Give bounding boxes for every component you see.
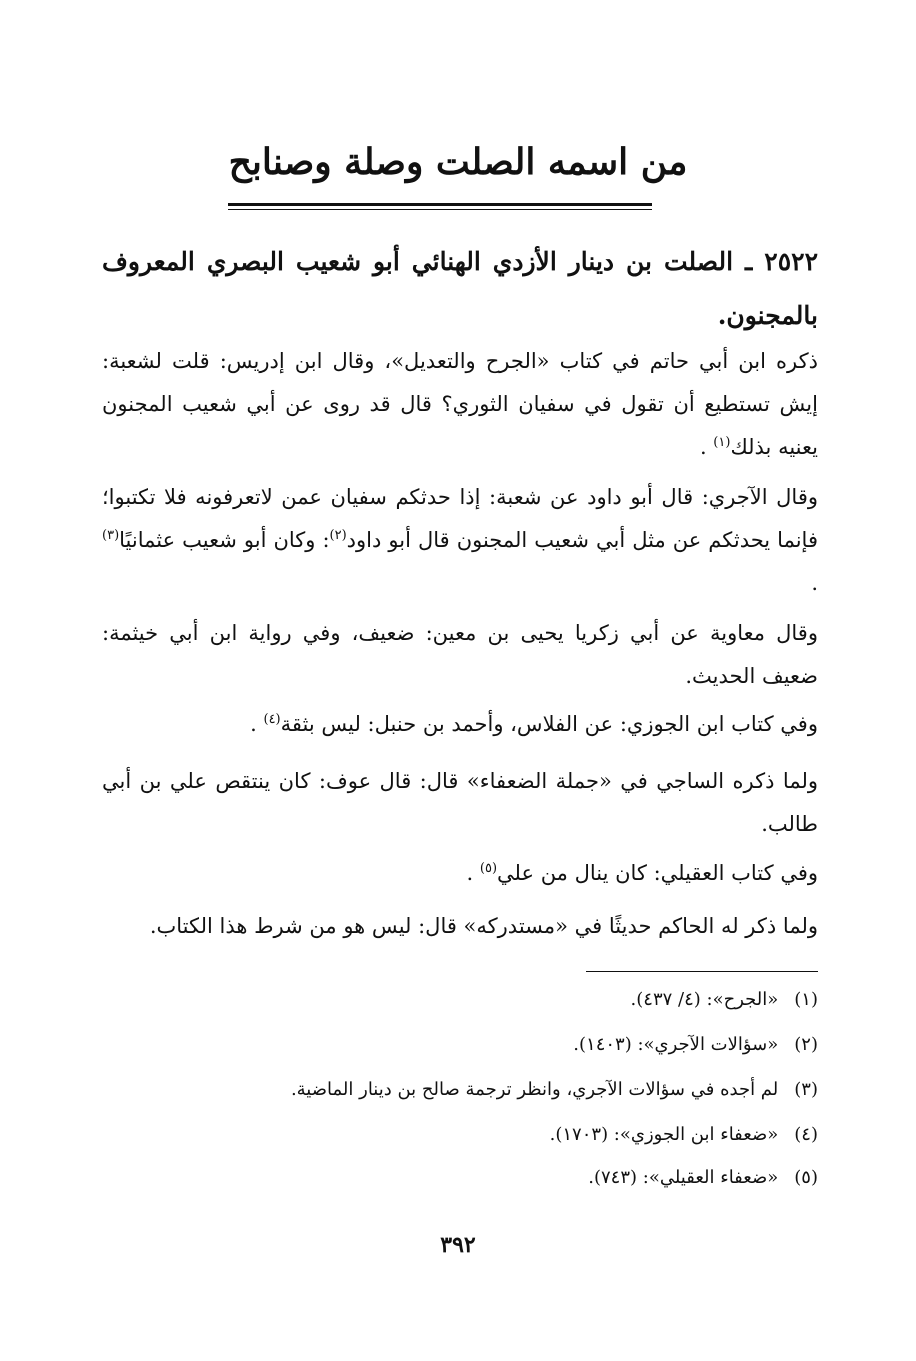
footnote-2 <box>102 1030 818 1060</box>
paragraph-5 <box>102 760 818 846</box>
paragraph-text: وقال معاوية عن أبي زكريا يحيى بن معين: ضعيف، وفي رواية ابن أبي خيثمة: ضعيف الحديث. <box>102 621 818 688</box>
footnote-text: «ضعفاء العقيلي»: (٧٤٣). <box>588 1167 779 1188</box>
footnote-ref: (٢) <box>329 528 347 543</box>
footnote-ref: (٤) <box>263 712 281 727</box>
footnote-ref: (٣) <box>102 528 120 543</box>
footnote-number: (٤) <box>794 1124 818 1145</box>
entry-heading: ٢٥٢٢ ـ الصلت بن دينار الأزدي الهنائي أبو شعيب البصري المعروف بالمجنون. <box>102 247 818 330</box>
paragraph-1 <box>102 340 818 469</box>
paragraph-text: ولما ذكره الساجي في «جملة الضعفاء» قال: قال عوف: كان ينتقص علي بن أبي طالب. <box>102 769 818 836</box>
footnote-number: (٥) <box>794 1167 818 1188</box>
paragraph-text: ولما ذكر له الحاكم حديثًا في «مستدركه» قال: ليس هو من شرط هذا الكتاب. <box>149 914 818 938</box>
footnote-number: (١) <box>794 989 818 1010</box>
footnote-ref: (٥) <box>479 861 498 876</box>
footnote-number: (٢) <box>794 1034 818 1055</box>
footnote-4 <box>102 1120 818 1150</box>
paragraph-4 <box>102 703 818 746</box>
footnote-1 <box>102 985 818 1015</box>
paragraph-text: وفي كتاب العقيلي: كان ينال من علي <box>497 861 818 885</box>
paragraph-text: وفي كتاب ابن الجوزي: عن الفلاس، وأحمد بن حنبل: ليس بثقة <box>280 712 818 736</box>
footnote-text: «سؤالات الآجري»: (١٤٠٣). <box>573 1034 779 1055</box>
paragraph-tail: . <box>466 861 480 885</box>
paragraph-tail: . <box>699 435 714 459</box>
title-underline <box>228 203 652 210</box>
footnote-3 <box>102 1075 818 1105</box>
footnote-ref: (١) <box>713 435 731 450</box>
footnote-number: (٣) <box>794 1079 818 1100</box>
paragraph-tail: : وكان أبو شعيب عثمانيًا <box>119 528 330 552</box>
footnote-text: لم أجده في سؤالات الآجري، وانظر ترجمة صالح بن دينار الماضية. <box>290 1079 779 1100</box>
paragraph-text: ذكره ابن أبي حاتم في كتاب «الجرح والتعديل»، وقال ابن إدريس: قلت لشعبة: إيش تستطيع أن تقول في سفيان الثوري؟ قال قد روى عن أبي شعيب المجنون يعنيه بذلك <box>102 349 818 459</box>
paragraph-tail: . <box>250 712 264 736</box>
paragraph-7 <box>102 905 818 948</box>
paragraph-3 <box>102 612 818 698</box>
footnote-separator <box>586 971 818 972</box>
page-number: ٣٩٢ <box>440 1232 476 1258</box>
footnote-5 <box>102 1163 818 1193</box>
footnote-text: «الجرح»: (٤/ ٤٣٧). <box>630 989 779 1010</box>
chapter-title: من اسمه الصلت وصلة وصنابح <box>228 141 688 183</box>
paragraph-text: وقال الآجري: قال أبو داود عن شعبة: إذا حدثكم سفيان عمن لاتعرفونه فلا تكتبوا؛ فإنما يحدثكم عن مثل أبي شعيب المجنون قال أبو داود <box>102 485 818 552</box>
paragraph-2 <box>102 476 818 605</box>
paragraph-tail: . <box>811 571 818 595</box>
paragraph-6 <box>102 852 818 895</box>
footnote-text: «ضعفاء ابن الجوزي»: (١٧٠٣). <box>549 1124 779 1145</box>
